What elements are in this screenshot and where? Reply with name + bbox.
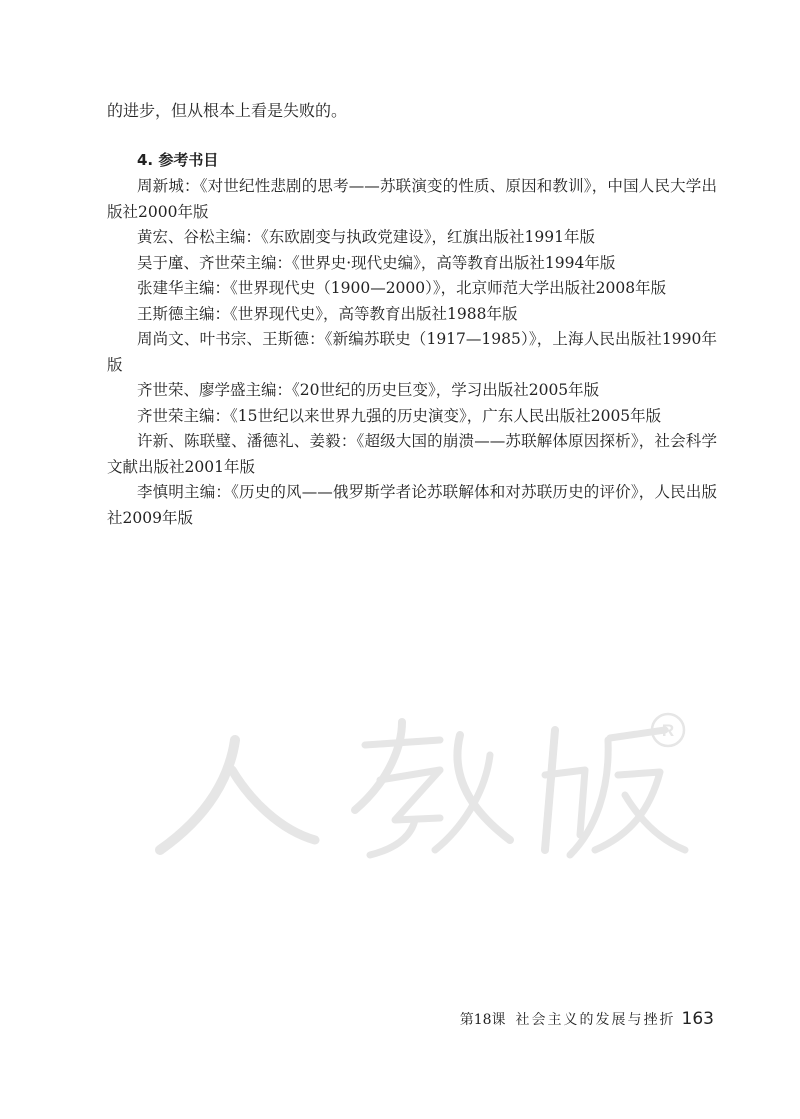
reference-item: 许新、陈联璧、潘德礼、姜毅：《超级大国的崩溃——苏联解体原因探析》，社会科学文献出版社2001年版 bbox=[107, 432, 717, 476]
reference-item: 黄宏、谷松主编：《东欧剧变与执政党建设》，红旗出版社1991年版 bbox=[137, 228, 595, 246]
publisher-watermark-logo bbox=[140, 700, 700, 870]
reference-list bbox=[107, 174, 717, 531]
lesson-number: 第18课 bbox=[459, 1012, 506, 1028]
section-heading: 4. 参考书目 bbox=[137, 151, 219, 169]
references-section bbox=[107, 148, 717, 531]
reference-item: 吴于廑、齐世荣主编：《世界史·现代史编》，高等教育出版社1994年版 bbox=[137, 253, 616, 272]
reference-item: 王斯德主编：《世界现代史》，高等教育出版社1988年版 bbox=[137, 304, 518, 323]
lesson-title: 社会主义的发展与挫折 bbox=[515, 1012, 676, 1028]
reference-item: 齐世荣、廖学盛主编：《20世纪的历史巨变》，学习出版社2005年版 bbox=[137, 381, 600, 399]
reference-item: 齐世荣主编：《15世纪以来世界九强的历史演变》，广东人民出版社2005年版 bbox=[137, 406, 662, 425]
reference-item: 李慎明主编：《历史的风——俄罗斯学者论苏联解体和对苏联历史的评价》，人民出版社2009年版 bbox=[107, 483, 717, 527]
page-footer bbox=[460, 1009, 714, 1030]
reference-item: 周尚文、叶书宗、王斯德：《新编苏联史（1917—1985）》，上海人民出版社1990年版 bbox=[107, 330, 717, 374]
reference-item: 张建华主编：《世界现代史（1900—2000）》，北京师范大学出版社2008年版 bbox=[137, 279, 667, 297]
reference-item: 周新城：《对世纪性悲剧的思考——苏联演变的性质、原因和教训》，中国人民大学出版社2000年版 bbox=[107, 177, 717, 221]
paragraph-continuation: 的进步，但从根本上看是失败的。 bbox=[107, 101, 348, 120]
svg-text:R: R bbox=[661, 721, 675, 740]
page-number: 163 bbox=[681, 1009, 714, 1029]
